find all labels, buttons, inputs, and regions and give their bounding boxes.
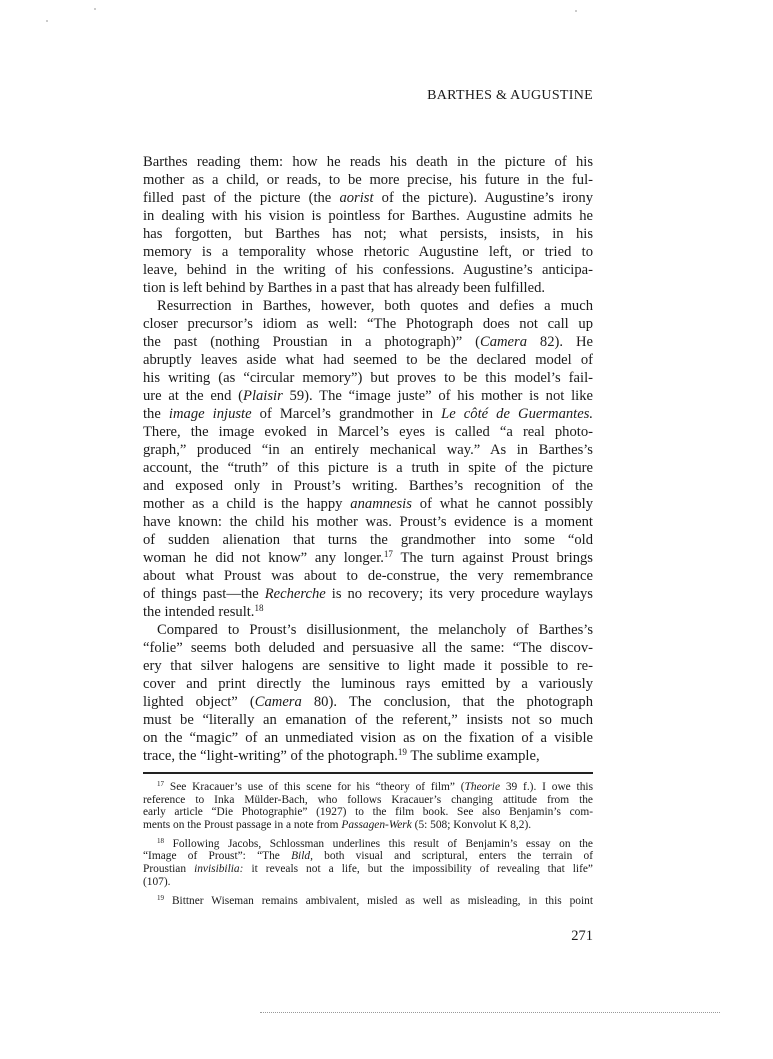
text-run: See Kracauer’s use of this scene for his “theory of film” ( (164, 781, 465, 793)
footnotes (143, 781, 593, 913)
footnote-line (143, 806, 593, 819)
text-run: ments on the Proust passage in a note from (143, 819, 342, 832)
text-line (143, 441, 593, 459)
footnote-line (143, 794, 593, 807)
text-run: mother as a child is the happy (143, 496, 351, 512)
text-run: tion is left behind by Barthes in a past that has already been fulfilled. (143, 280, 546, 296)
text-line (143, 585, 593, 603)
footnote-line (143, 876, 593, 889)
text-run: has forgotten, but Barthes has not; what persists, insists, in his (143, 226, 593, 242)
body-text (143, 153, 593, 765)
footnote (143, 838, 593, 889)
italic-text: Camera (254, 694, 302, 710)
text-run: Following Jacobs, Schlossman underlines this result of Benjamin’s essay on the (164, 837, 593, 850)
text-run: cover and print directly the luminous rays emitted by a variously (143, 676, 593, 692)
footnote (143, 895, 593, 908)
text-line (143, 657, 593, 675)
text-run: and exposed only in Proust’s writing. Barthes’s recognition of the (143, 478, 593, 494)
italic-text: Passagen-Werk (341, 819, 412, 832)
text-run: 59). The “image juste” of his mother is not like (282, 388, 593, 404)
footnote-marker: 19 (397, 747, 407, 758)
footnote-line (143, 819, 593, 832)
italic-text: Camera (479, 334, 527, 350)
italic-text: Le côté de Guermantes. (441, 406, 594, 422)
text-line (143, 261, 593, 279)
text-run: in dealing with his vision is pointless for Barthes. Augustine admits he (143, 208, 593, 224)
text-line (143, 603, 593, 621)
paragraph (143, 153, 593, 297)
text-run: both visual and scriptural, enters the terrain of (312, 850, 593, 863)
footnote-marker: 18 (157, 836, 165, 845)
text-run: his writing (as “circular memory”) but proves to be this model’s fail- (143, 370, 593, 386)
footnote-line (143, 781, 593, 794)
text-run: of things past—the (143, 586, 265, 602)
text-run: ure at the end ( (143, 388, 244, 404)
text-line (143, 639, 593, 657)
footnote-marker: 17 (157, 780, 165, 789)
text-run: “folie” seems both deluded and persuasive all the same: “The discov- (143, 640, 593, 656)
text-run: memory is a temporality whose rhetoric Augustine left, or tried to (143, 244, 593, 260)
text-run: 80). The conclusion, that the photograph (301, 694, 593, 710)
text-run: Resurrection in Barthes, however, both quotes and defies a much (157, 298, 593, 314)
footnote-line (143, 850, 593, 863)
text-line (143, 189, 593, 207)
text-run: (107). (143, 875, 171, 888)
italic-text: Theorie (464, 781, 500, 793)
text-run: it reveals not a life, but the impossibility of revealing that life” (243, 863, 593, 876)
text-run: Bittner Wiseman remains ambivalent, misled as well as misleading, in this point (164, 894, 593, 907)
text-run: The sublime example, (406, 748, 540, 764)
text-run: of what he cannot possibly (411, 496, 593, 512)
footnote-line (143, 895, 593, 908)
text-line (143, 729, 593, 747)
scan-speck (575, 10, 577, 12)
text-run: (5: 508; Konvolut K 8,2). (411, 819, 532, 832)
text-line (143, 747, 593, 765)
text-line (143, 513, 593, 531)
text-line (143, 405, 593, 423)
text-run: graph,” produced “in an entirely mechanical way.” As in Barthes’s (143, 442, 593, 458)
text-run: mother as a child, or reads, to be more precise, his future in the ful- (143, 172, 593, 188)
italic-text: invisibilia: (194, 863, 244, 876)
text-run: of Marcel’s grandmother in (251, 406, 442, 422)
italic-text: anamnesis (350, 496, 412, 512)
text-run: of the picture). Augustine’s irony (373, 190, 594, 206)
text-run: the intended result. (143, 604, 255, 620)
text-line (143, 711, 593, 729)
text-run: is no recovery; its very procedure waylays (325, 586, 593, 602)
text-line (143, 297, 593, 315)
footnote-marker: 18 (254, 603, 264, 614)
scan-artifact-line (260, 1012, 720, 1013)
text-run: ery that silver halogens are sensitive to light made it possible to re- (143, 658, 593, 674)
text-line (143, 477, 593, 495)
text-run: of sudden alienation that turns the grandmother into some “old (143, 532, 593, 548)
text-line (143, 531, 593, 549)
text-run: abruptly leaves aside what had seemed to be the declared model of (143, 352, 593, 368)
footnote (143, 781, 593, 832)
text-run: Barthes reading them: how he reads his death in the picture of his (143, 154, 593, 170)
text-line (143, 279, 593, 297)
text-run: 39 f.). I owe this (500, 781, 594, 793)
text-line (143, 225, 593, 243)
footnote-marker: 17 (383, 549, 393, 560)
text-line (143, 351, 593, 369)
footnote-line (143, 863, 593, 876)
text-line (143, 693, 593, 711)
text-run: 82). He (527, 334, 593, 350)
text-run: must be “literally an emanation of the referent,” insists not so much (143, 712, 593, 728)
text-run: have known: the child his mother was. Proust’s evidence is a moment (143, 514, 593, 530)
text-run: There, the image evoked in Marcel’s eyes is called “a real photo- (143, 424, 593, 440)
text-line (143, 171, 593, 189)
text-line (143, 549, 593, 567)
text-run: woman he did not know” any longer. (143, 550, 384, 566)
italic-text: aorist (339, 190, 374, 206)
page-number: 271 (571, 928, 593, 944)
text-line (143, 369, 593, 387)
text-line (143, 333, 593, 351)
italic-text: Plaisir (243, 388, 283, 404)
scan-speck (46, 20, 48, 22)
text-run: closer precursor’s idiom as well: “The Photograph does not call up (143, 316, 593, 332)
italic-text: image injuste (168, 406, 252, 422)
text-line (143, 315, 593, 333)
text-run: filled past of the picture (the (143, 190, 340, 206)
text-run: lighted object” ( (143, 694, 255, 710)
running-header: BARTHES & AUGUSTINE (427, 88, 593, 103)
text-run: leave, behind in the writing of his confessions. Augustine’s anticipa- (143, 262, 593, 278)
text-run: reference to Inka Mülder-Bach, who follows Kracauer’s changing attitude from the (143, 793, 593, 806)
footnote-separator-rule (143, 772, 593, 774)
footnote-line (143, 838, 593, 851)
text-line (143, 675, 593, 693)
text-run: early article “Die Photographie” (1927) to the film book. See also Benjamin’s com- (143, 806, 593, 819)
text-line (143, 495, 593, 513)
scan-speck (94, 8, 96, 10)
italic-text: Recherche (264, 586, 326, 602)
text-line (143, 567, 593, 585)
text-run: the past (nothing Proustian in a photograph)” ( (143, 334, 480, 350)
text-run: about what Proust was about to de-construe, the very remembrance (143, 568, 593, 584)
text-line (143, 243, 593, 261)
text-run: Compared to Proust’s disillusionment, the melancholy of Barthes’s (157, 622, 593, 638)
text-run: Proustian (143, 863, 195, 876)
text-run: the (143, 406, 169, 422)
text-run: on the “magic” of an unmediated vision as on the fixation of a visible (143, 730, 593, 746)
italic-text: Bild, (291, 850, 313, 863)
paragraph (143, 621, 593, 765)
paragraph (143, 297, 593, 621)
text-line (143, 207, 593, 225)
text-run: “Image of Proust”: “The (143, 850, 292, 863)
text-line (143, 153, 593, 171)
footnote-marker: 19 (157, 893, 165, 902)
text-line (143, 423, 593, 441)
text-line (143, 459, 593, 477)
text-line (143, 621, 593, 639)
text-run: The turn against Proust brings (392, 550, 593, 566)
text-run: trace, the “light-writing” of the photograph. (143, 748, 398, 764)
text-line (143, 387, 593, 405)
text-run: account, the “truth” of this picture is a truth in spite of the picture (143, 460, 593, 476)
